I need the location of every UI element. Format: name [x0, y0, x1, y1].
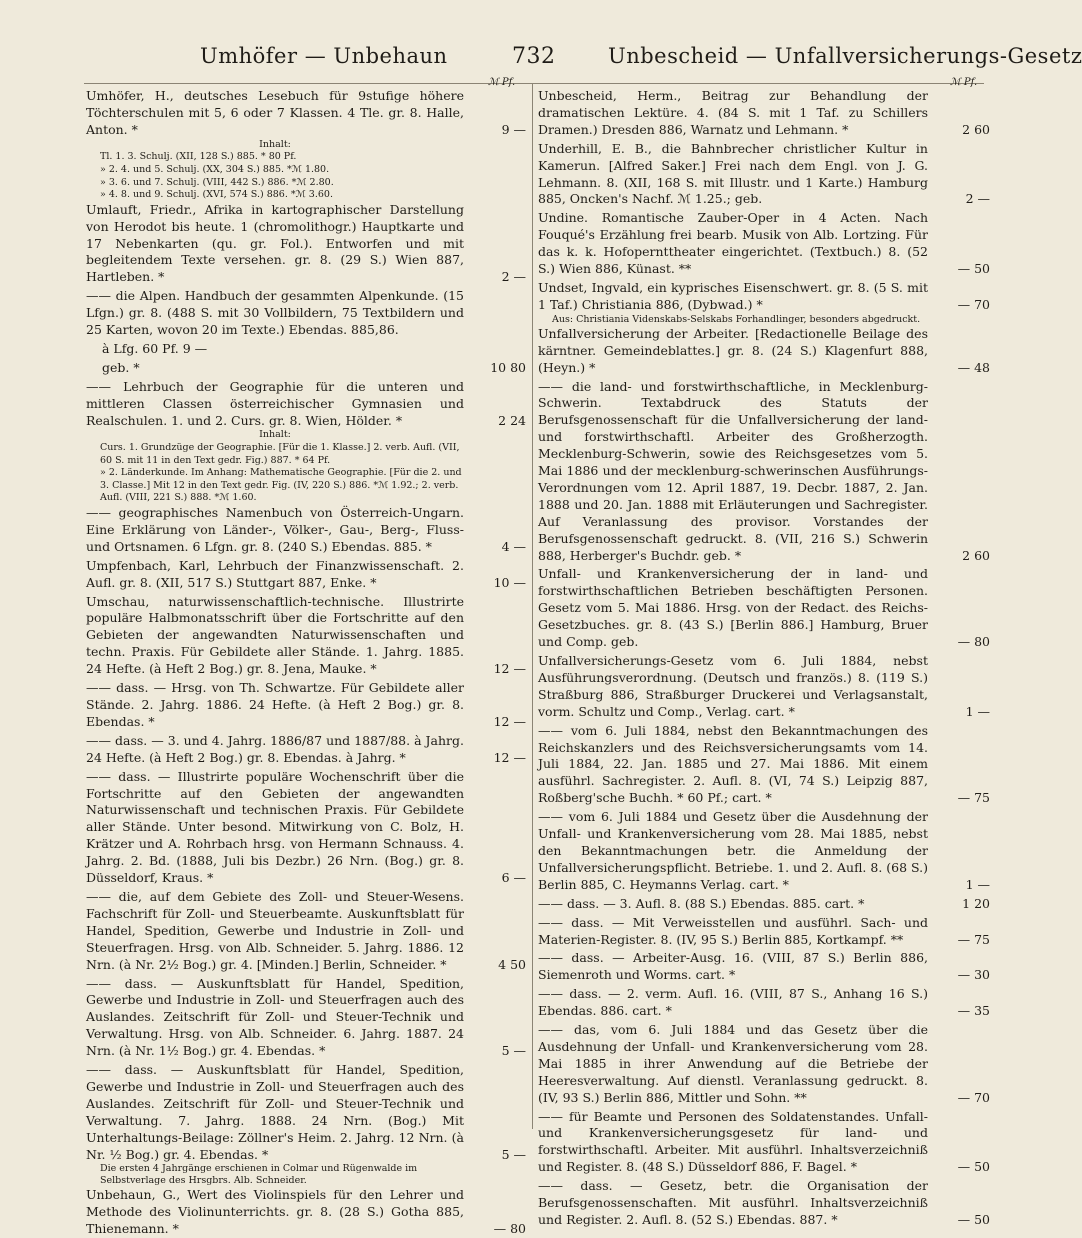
- bibliography-entry: [538, 723, 990, 808]
- entry-price: — 75: [957, 931, 990, 947]
- bibliography-entry: [86, 341, 526, 358]
- bibliography-entry: [86, 769, 526, 887]
- entry-sub-note: [538, 314, 990, 326]
- entry-text: —— die, auf dem Gebiete des Zoll- und Steuer-Wesens. Fachschrift für Zoll- und Steuerbeamte. Auskunftsblatt für Handel, Spedition, Gewerbe und Industrie in Zoll- und Steuerfragen. Hrsg. von Alb. Schneider. 5. Jahrg. 1886. 12 Nrn. (à Nr. 2½ Bog.) gr. 4. [Minden.] Berlin, Schneider. *: [86, 888, 464, 972]
- entry-text: —— die Alpen. Handbuch der gesammten Alpenkunde. (15 Lfgn.) gr. 8. (488 S. mit 30 Vollbildern, 75 Textbildern und 25 Karten, wovon 20 im Texte.) Ebendas. 885,86.: [86, 288, 464, 338]
- entry-price: 2 60: [962, 547, 990, 563]
- entry-text: Undine. Romantische Zauber-Oper in 4 Acten. Nach Fouqué's Erzählung frei bearb. Musik von Alb. Lortzing. Für das k. k. Hofopernttheater eingerichtet. (Textbuch.) 8. (52 S.) Wien 886, Künast. **: [538, 210, 928, 277]
- entry-price: 2 —: [501, 269, 526, 285]
- entry-text: Undset, Ingvald, ein kyprisches Eisenschwert. gr. 8. (5 S. mit 1 Taf.) Christiania 886, (Dybwad.) *: [538, 279, 928, 312]
- bibliography-entry: [538, 1022, 990, 1107]
- column-divider: [532, 84, 533, 1129]
- bibliography-entry: [538, 141, 990, 209]
- entry-price: — 30: [957, 967, 990, 983]
- bibliography-entry: [86, 889, 526, 974]
- entry-sub-note: [86, 164, 526, 177]
- bibliography-entry: [86, 88, 526, 139]
- bibliography-entry: [86, 505, 526, 556]
- entry-price: — 50: [957, 261, 990, 277]
- entry-text: Inhalt:: [259, 138, 291, 150]
- entry-text: —— dass. — Illustrirte populäre Wochenschrift über die Fortschritte auf den Gebieten der angewandten Naturwissenschaft und technischen Praxis. Für Gebildete aller Stände. Unter besond. Mitwirkung von C. Bolz, H. Krätzer und A. Rohrbach hrsg. von Hermann Schnauss. 4. Jahrg. 2. Bd. (1888, Juli bis Dezbr.) 26 Nrn. (Bog.) gr. 8. Düsseldorf, Kraus. *: [86, 768, 464, 886]
- bibliography-entry: [86, 1187, 526, 1238]
- entry-sub-note: [86, 442, 526, 467]
- entry-text: Umpfenbach, Karl, Lehrbuch der Finanzwissenschaft. 2. Aufl. gr. 8. (XII, 517 S.) Stuttgart 887, Enke. *: [86, 557, 464, 590]
- entry-price: — 50: [957, 1159, 990, 1175]
- entry-text: Inhalt:: [259, 429, 291, 441]
- bibliography-entry: [86, 360, 526, 377]
- entry-text: » 2. 4. und 5. Schulj. (XX, 304 S.) 885. *ℳ 1.80.: [100, 163, 330, 175]
- entry-price: 1 20: [962, 895, 990, 911]
- entry-text: —— geographisches Namenbuch von Österreich-Ungarn. Eine Erklärung von Länder-, Völker-, Gau-, Berg-, Fluss- und Ortsnamen. 6 Lfgn. gr. 8. (240 S.) Ebendas. 885. *: [86, 505, 464, 554]
- entry-text: —— dass. — 3. und 4. Jahrg. 1886/87 und 1887/88. à Jahrg. 24 Hefte. (à Heft 2 Bog.) gr. 8. Ebendas. à Jahrg. *: [86, 732, 464, 765]
- bibliography-entry: [86, 733, 526, 767]
- bibliography-entry: [538, 326, 990, 377]
- entry-text: —— für Beamte und Personen des Soldatenstandes. Unfall- und Krankenversicherungsgesetz für land- und forstwirthschaftl. Arbeiter. Mit ausführl. Inhaltsverzeichniß und Register. 8. (48 S.) Düsseldorf 886, F. Bagel. *: [538, 1108, 928, 1175]
- entry-price: — 80: [957, 634, 990, 650]
- entry-text: —— das, vom 6. Juli 1884 und das Gesetz über die Ausdehnung der Unfall- und Krankenversicherung vom 28. Mai 1885 in ihrer Anwendung auf die Betriebe der Heeresverwaltung. Auf dienstl. Veranlassung gedruckt. 8. (IV, 93 S.) Berlin 886, Mittler und Sohn. **: [538, 1022, 928, 1105]
- entry-text: —— dass. — 3. Aufl. 8. (88 S.) Ebendas. 885. cart. *: [538, 895, 865, 911]
- entry-price: 10 80: [490, 359, 526, 375]
- entry-sub-note: [86, 151, 526, 164]
- bibliography-entry: [538, 896, 990, 913]
- entry-price: 4 —: [501, 538, 526, 554]
- bibliography-entry: [86, 976, 526, 1061]
- entry-text: —— dass. — Mit Verweisstellen und ausführl. Sach- und Materien-Register. 8. (IV, 95 S.) Berlin 885, Kortkampf. **: [538, 914, 928, 947]
- right-column: [538, 88, 990, 1229]
- entry-price: 10 —: [493, 574, 526, 590]
- bibliography-entry: [538, 915, 990, 949]
- entry-text: —— dass. — Auskunftsblatt für Handel, Spedition, Gewerbe und Industrie in Zoll- und Steuerfragen auch des Auslandes. Zeitschrift für Zoll- und Steuer-Technik und Verwaltung. Hrsg. von Alb. Schneider. 6. Jahrg. 1887. 24 Nrn. (à Nr. 1½ Bog.) gr. 4. Ebendas. *: [86, 975, 464, 1059]
- entry-text: —— die land- und forstwirthschaftliche, in Mecklenburg-Schwerin. Textabdruck des Statuts der Berufsgenossenschaft für die Unfallversicherung der land- und forstwirthschaftl. Arbeiter des Großherzogth. Mecklenburg-Schwerin, sowie des Reichsgesetzes vom 5. Mai 1886 und der mecklenburg-schwerinschen Ausführungs-Verordnungen vom 12. April 1887, 19. Decbr. 1887, 2. Jan. 1888 und 20. Jan. 1888 mit Erläuterungen und Sachregister. Auf Veranlassung des provisor. Vorstandes der Berufsgenossenschaft gedruckt. 8. (VII, 216 S.) Schwerin 888, Herberger's Buchdr. geb. *: [538, 378, 928, 563]
- entry-price: — 50: [957, 1212, 990, 1227]
- entry-price: 9 —: [501, 121, 526, 137]
- entry-text: —— vom 6. Juli 1884, nebst den Bekanntmachungen des Reichskanzlers und des Reichsversicherungsamts vom 14. Juli 1884, 22. Jan. 1885 und 27. Mai 1886. Mit einem ausführl. Sachregister. 2. Aufl. 8. (VI, 74 S.) Leipzig 887, Roßberg'sche Buchh. * 60 Pf.; cart. *: [538, 722, 928, 806]
- entry-price: 12 —: [493, 713, 526, 729]
- entry-price: — 70: [957, 1089, 990, 1105]
- entry-sub-note: [86, 429, 526, 442]
- entry-text: Unfall- und Krankenversicherung der in land- und forstwirthschaftlichen Betrieben beschäftigten Personen. Gesetz vom 5. Mai 1886. Hrsg. von der Redact. des Reichs-Gesetzbuches. gr. 8. (43 S.) [Berlin 886.] Hamburg, Bruer und Comp. geb.: [538, 566, 928, 650]
- page-number: 732: [512, 44, 556, 69]
- entry-price: 5 —: [501, 1043, 526, 1059]
- entry-text: » 4. 8. und 9. Schulj. (XVI, 574 S.) 886. *ℳ 3.60.: [100, 189, 333, 201]
- entry-sub-note: [86, 177, 526, 190]
- currency-label-left: ℳ Pf.: [488, 77, 516, 88]
- bibliography-entry: [86, 288, 526, 339]
- entry-text: Unbehaun, G., Wert des Violinspiels für den Lehrer und Methode des Violinunterrichts. gr. 8. (28 S.) Gotha 885, Thienemann. *: [86, 1187, 464, 1237]
- entry-text: Umhöfer, H., deutsches Lesebuch für 9stufige höhere Töchterschulen mit 5, 6 oder 7 Klassen. 4 Tle. gr. 8. Halle, Anton. *: [86, 88, 464, 137]
- entry-text: —— dass. — 2. verm. Aufl. 16. (VIII, 87 S., Anhang 16 S.) Ebendas. 886. cart. *: [538, 986, 928, 1019]
- entry-text: —— vom 6. Juli 1884 und Gesetz über die Ausdehnung der Unfall- und Krankenversicherung vom 28. Mai 1885, nebst den Bekanntmachungen betr. die Anmeldung der Unfallversicherungspflicht. Betriebe. 1. und 2. Aufl. 8. (68 S.) Berlin 885, C. Heymanns Verlag. cart. *: [538, 809, 928, 892]
- entry-price: 12 —: [493, 661, 526, 677]
- bibliography-entry: [86, 379, 526, 430]
- entry-price: 5 —: [501, 1146, 526, 1162]
- header-left-range: Umhöfer — Unbehaun: [200, 44, 448, 68]
- entry-text: Umlauft, Friedr., Afrika in kartographischer Darstellung von Herodot bis heute. 1 (chromolithogr.) Hauptkarte und 17 Nebenkarten (qu. gr. Fol.). Entworfen und mit begleitendem Texte versehen. gr. 8. (29 S.) Wien 887, Hartleben. *: [86, 201, 464, 285]
- entry-text: —— dass. — Gesetz, betr. die Organisation der Berufsgenossenschaften. Mit ausführl. Inhaltsverzeichniß und Register. 2. Aufl. 8. (52 S.) Ebendas. 887. *: [538, 1178, 928, 1227]
- entry-text: —— dass. — Hrsg. von Th. Schwartze. Für Gebildete aller Stände. 2. Jahrg. 1886. 24 Hefte. (à Heft 2 Bog.) gr. 8. Ebendas. *: [86, 680, 464, 729]
- bibliography-entry: [86, 202, 526, 287]
- entry-text: Unfallversicherung der Arbeiter. [Redactionelle Beilage des kärntner. Gemeindeblattes.] gr. 8. (24 S.) Klagenfurt 888, (Heyn.) *: [538, 325, 928, 375]
- bibliography-entry: [538, 379, 990, 565]
- bibliography-entry: [538, 950, 990, 984]
- bibliography-entry: [86, 558, 526, 592]
- entry-text: » 2. Länderkunde. Im Anhang: Mathematische Geographie. [Für die 2. und 3. Classe.] Mit 12 in den Text gedr. Fig. (IV, 220 S.) 886. *ℳ 1.92.; 2. verb. Aufl. (VIII, 221 S.) 888. *ℳ 1.60.: [100, 467, 462, 504]
- header-rule: [84, 83, 984, 84]
- entry-text: Tl. 1. 3. Schulj. (XII, 128 S.) 885. * 80 Pf.: [100, 151, 297, 163]
- header-right-range: Unbescheid — Unfallversicherungs-Gesetz: [608, 44, 1082, 68]
- entry-price: — 35: [957, 1003, 990, 1019]
- entry-text: » 3. 6. und 7. Schulj. (VIII, 442 S.) 886. *ℳ 2.80.: [100, 176, 334, 188]
- left-column: [86, 88, 526, 1238]
- bibliography-entry: [538, 88, 990, 139]
- entry-text: Unfallversicherungs-Gesetz vom 6. Juli 1884, nebst Ausführungsverordnung. (Deutsch und französ.) 8. (119 S.) Straßburg 886, Straßburger Druckerei und Verlagsanstalt, vorm. Schultz und Comp., Verlag. cart. *: [538, 653, 928, 719]
- entry-text: Unbescheid, Herm., Beitrag zur Behandlung der dramatischen Lektüre. 4. (84 S. mit 1 Taf. zu Schillers Dramen.) Dresden 886, Warnatz und Lehmann. *: [538, 88, 928, 137]
- currency-label-right: ℳ Pf.: [950, 77, 978, 88]
- bibliography-entry: [538, 653, 990, 721]
- entry-text: —— Lehrbuch der Geographie für die unteren und mittleren Classen österreichischer Gymnasien und Realschulen. 1. und 2. Curs. gr. 8. Wien, Hölder. *: [86, 378, 464, 428]
- entry-text: Umschau, naturwissenschaftlich-technische. Illustrirte populäre Halbmonatsschrift über die Fortschritte auf den Gebieten der angewandten Naturwissenschaften und techn. Praxis. Für Gebildete aller Stände. 1. Jahrg. 1885. 24 Hefte. (à Heft 2 Bog.) gr. 8. Jena, Mauke. *: [86, 593, 464, 677]
- bibliography-entry: [538, 210, 990, 278]
- entry-sub-note: [86, 189, 526, 202]
- bibliography-entry: [538, 986, 990, 1020]
- entry-text: geb. *: [102, 359, 140, 375]
- entry-price: 6 —: [501, 870, 526, 886]
- entry-text: à Lfg. 60 Pf. 9 —: [102, 340, 208, 356]
- bibliography-entry: [538, 1109, 990, 1177]
- entry-price: 2 24: [498, 412, 526, 428]
- bibliography-entry: [86, 680, 526, 731]
- entry-price: 12 —: [493, 749, 526, 765]
- bibliography-entry: [86, 594, 526, 679]
- entry-text: Die ersten 4 Jahrgänge erschienen in Colmar und Rügenwalde im Selbstverlage des Hrsgbrs. Alb. Schneider.: [100, 1163, 418, 1187]
- bibliography-entry: [86, 1062, 526, 1163]
- bibliography-entry: [538, 1178, 990, 1229]
- bibliography-entry: [538, 809, 990, 894]
- entry-text: —— dass. — Auskunftsblatt für Handel, Spedition, Gewerbe und Industrie in Zoll- und Steuerfragen auch des Auslandes. Zeitschrift für Zoll- und Steuer-Technik und Verwaltung. 7. Jahrg. 1888. 24 Nrn. (Bog.) Mit Unterhaltungs-Beilage: Zöllner's Heim. 2. Jahrg. 12 Nrn. (à Nr. ½ Bog.) gr. 4. Ebendas. *: [86, 1062, 464, 1162]
- entry-price: — 48: [957, 359, 990, 375]
- bibliography-entry: [538, 280, 990, 314]
- entry-text: Aus: Christiania Videnskabs-Selskabs Forhandlinger, besonders abgedruckt.: [552, 313, 921, 325]
- entry-price: 2 60: [962, 121, 990, 137]
- entry-text: Curs. 1. Grundzüge der Geographie. [Für die 1. Klasse.] 2. verb. Aufl. (VII, 60 S. mit 11 in den Text gedr. Fig.) 887. * 64 Pf.: [100, 442, 460, 466]
- entry-price: 2 —: [965, 191, 990, 207]
- entry-price: — 75: [957, 790, 990, 806]
- entry-price: — 80: [493, 1221, 526, 1237]
- entry-price: — 70: [957, 296, 990, 312]
- entry-price: 1 —: [965, 876, 990, 892]
- bibliography-entry: [538, 566, 990, 651]
- entry-price: 1 —: [965, 703, 990, 719]
- entry-text: —— dass. — Arbeiter-Ausg. 16. (VIII, 87 S.) Berlin 886, Siemenroth und Worms. cart. *: [538, 950, 928, 983]
- entry-price: 4 50: [498, 956, 526, 972]
- entry-text: Underhill, E. B., die Bahnbrecher christlicher Kultur in Kamerun. [Alfred Saker.] Frei nach dem Engl. von J. G. Lehmann. 8. (XII, 168 S. mit Illustr. und 1 Karte.) Hamburg 885, Oncken's Nachf. ℳ 1.25.; geb.: [538, 140, 928, 207]
- entry-sub-note: [86, 467, 526, 505]
- entry-sub-note: [86, 1163, 526, 1187]
- entry-sub-note: [86, 139, 526, 152]
